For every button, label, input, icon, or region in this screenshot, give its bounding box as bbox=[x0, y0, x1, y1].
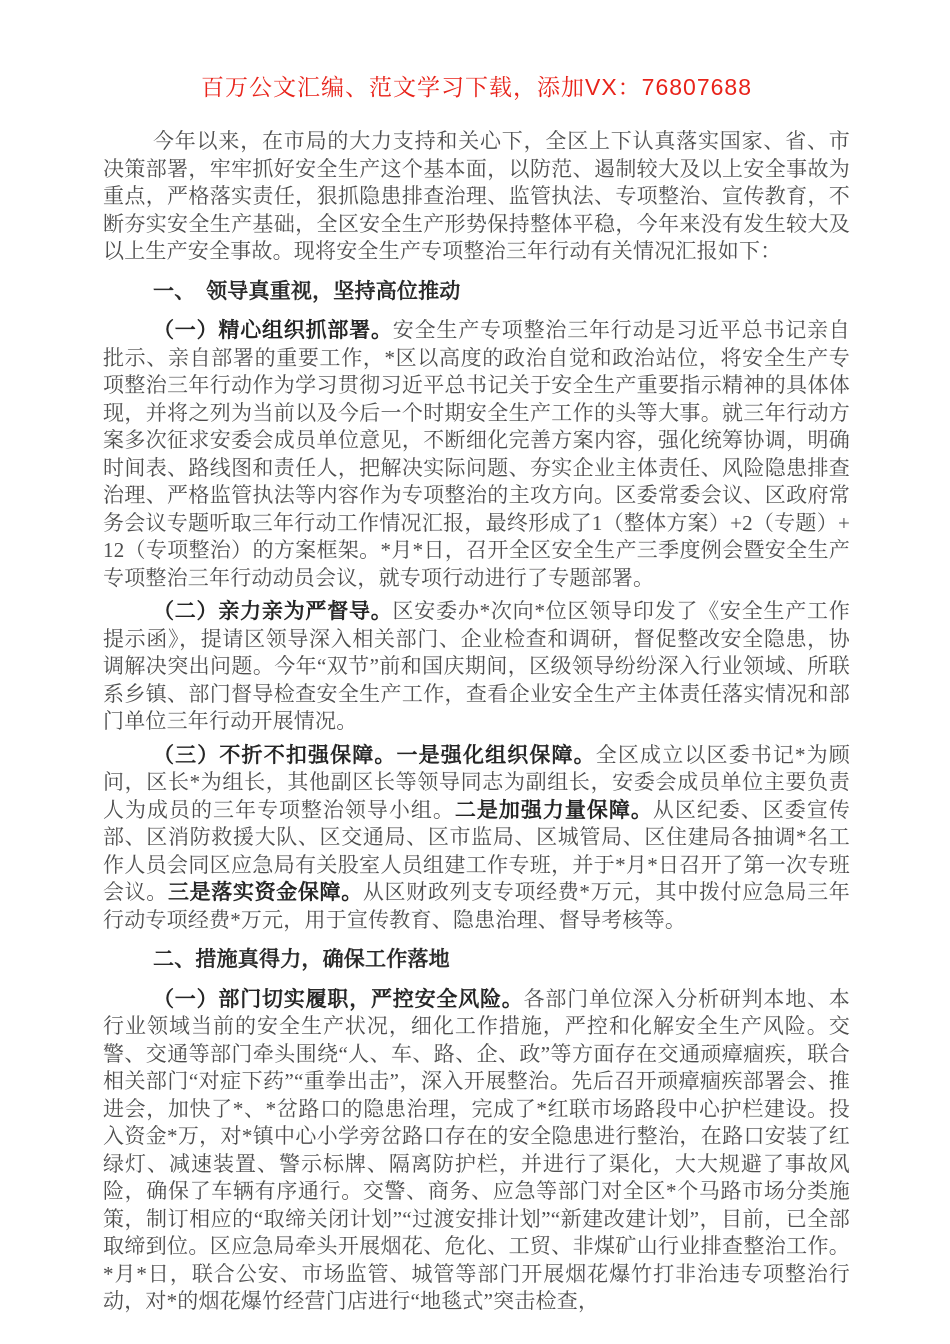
heading-text: 一、 领导真重视，坚持高位推动 bbox=[153, 278, 461, 303]
paragraph-1-3 bbox=[103, 742, 850, 935]
text-run: 全区成立以区委书记*为顾问，区长*为组长，其他副区长等领导同志为副组长，安委会成员单位主要负责人为成员的三年专项整治领导小组。 bbox=[103, 742, 851, 822]
lead-in-bold: （二）亲力亲为严督导。 bbox=[153, 599, 393, 623]
paragraph-1-1 bbox=[103, 317, 850, 592]
heading-text: 二、措施真得力，确保工作落地 bbox=[153, 947, 450, 971]
text-run: 从区纪委、区委宣传部、区消防救援大队、区交通局、区市监局、区城管局、区住建局各抽调*名工作人员会同区应急局有关股室人员组建工作专班，并于*月*日召开了第一次专班会议。 bbox=[103, 797, 850, 904]
lead-in-bold: （三）不折不扣强保障。一是强化组织保障。 bbox=[153, 742, 596, 767]
paragraph-2-1 bbox=[103, 986, 850, 1316]
text-run: 各部门单位深入分析研判本地、本行业领域当前的安全生产状况，细化工作措施，严控和化解安全生产风险。交警、交通等部门牵头围绕“人、车、路、企、政”等方面存在交通顽瘴痼疾，联合相关部门“对症下药”“重拳出击”，深入开展整治。先后召开顽瘴痼疾部署会、推进会，加快了*、*岔路口的隐患治理，完成了*红联市场路段中心护栏建设。投入资金*万，对*镇中心小学旁岔路口存在的安全隐患进行整治，在路口安装了红绿灯、减速装置、警示标牌、隔离防护栏，并进行了渠化，大大规避了事故风险，确保了车辆有序通行。交警、商务、应急等部门对全区*个马路市场分类施策，制订相应的“取缔关闭计划”“过渡安排计划”“新建改建计划”，目前，已全部取缔到位。区应急局牵头开展烟花、危化、工贸、非煤矿山行业排查整治工作。*月*日，联合公安、市场监管、城管等部门开展烟花爆竹打非治违专项整治行动，对*的烟花爆竹经营门店进行“地毯式”突击检查， bbox=[103, 986, 851, 1313]
text-run: 区安委办*次向*位区领导印发了《安全生产工作提示函》，提请区领导深入相关部门、企业检查和调研，督促整改安全隐患，协调解决突出问题。今年“双节”前和国庆期间，区级领导纷纷深入行业领域、所联系乡镇、部门督导检查安全生产工作，查看企业安全生产主体责任落实情况和部门单位三年行动开展情况。 bbox=[103, 599, 850, 733]
paragraph-1-2 bbox=[103, 598, 850, 736]
lead-in-bold: （一）部门切实履职，严控安全风险。 bbox=[153, 986, 524, 1011]
text-run: 今年以来，在市局的大力支持和关心下，全区上下认真落实国家、省、市决策部署，牢牢抓好安全生产这个基本面，以防范、遏制较大及以上安全事故为重点，严格落实责任，狠抓隐患排查治理、监管执法、专项整治、宣传教育，不断夯实安全生产基础，全区安全生产形势保持整体平稳，今年来没有发生较大及以上生产安全事故。现将安全生产专项整治三年行动有关情况汇报如下： bbox=[103, 129, 850, 263]
text-run: 安全生产专项整治三年行动是习近平总书记亲自批示、亲自部署的重要工作，*区以高度的政治自觉和政治站位，将安全生产专项整治三年行动作为学习贯彻习近平总书记关于安全生产重要指示精神的具体体现，并将之列为当前以及今后一个时期安全生产工作的头等大事。就三年行动方案多次征求安委会成员单位意见，不断细化完善方案内容，强化统筹协调，明确时间表、路线图和责任人，把解决实际问题、夯实企业主体责任、风险隐患排查治理、严格监管执法等内容作为专项整治的主攻方向。区委常委会议、区政府常务会议专题听取三年行动工作情况汇报，最终形成了1（整体方案）+2（专题）+12（专项整治）的方案框架。*月*日，召开全区安全生产三季度例会暨安全生产专项整治三年行动动员会议，就专项行动进行了专题部署。 bbox=[103, 318, 850, 590]
header-notice: 百万公文汇编、范文学习下载，添加VX：76807688 bbox=[200, 74, 752, 100]
section-heading-2 bbox=[103, 946, 850, 974]
paragraph-intro bbox=[103, 128, 850, 266]
emphasis-bold: 二是加强力量保障。 bbox=[454, 797, 653, 822]
section-heading-1 bbox=[103, 278, 850, 306]
emphasis-bold: 三是落实资金保障。 bbox=[167, 880, 363, 904]
lead-in-bold: （一）精心组织抓部署。 bbox=[153, 318, 393, 342]
document-body bbox=[103, 128, 850, 1316]
text-run: 从区财政列支专项经费*万元，其中拨付应急局三年行动专项经费*万元，用于宣传教育、隐患治理、督导考核等。 bbox=[103, 880, 850, 932]
